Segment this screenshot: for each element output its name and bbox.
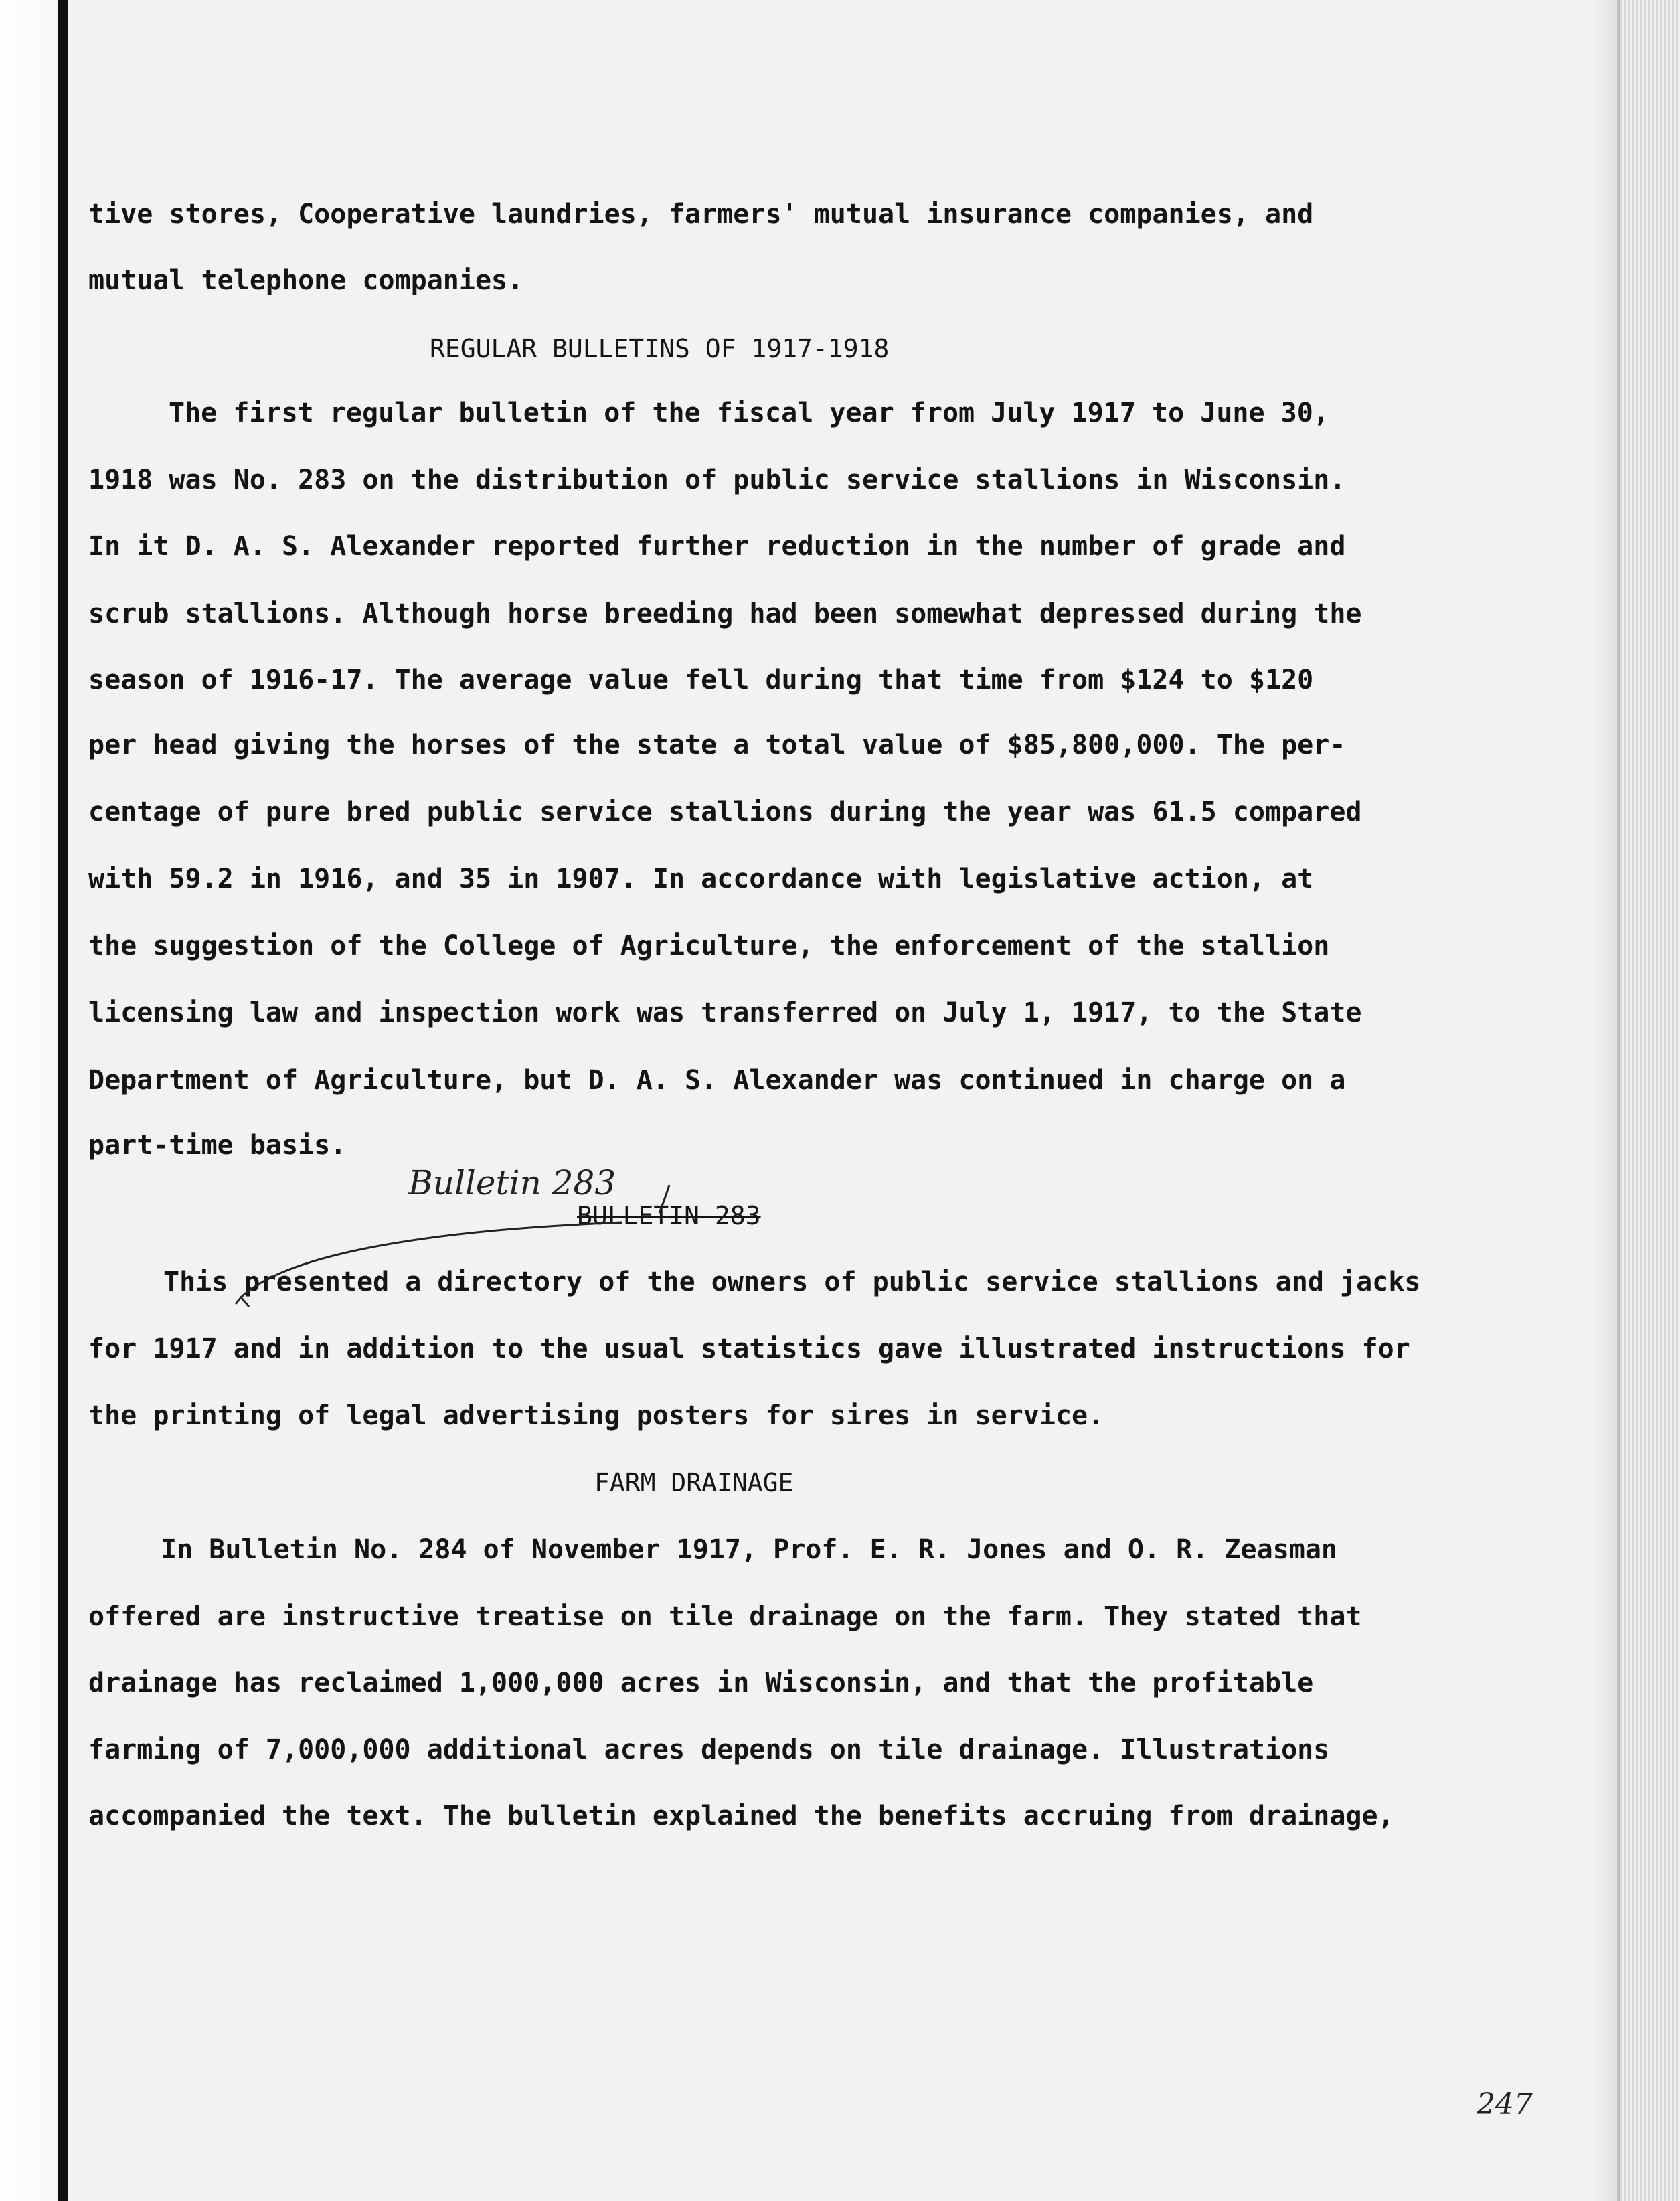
section-heading-regular-bulletins: REGULAR BULLETINS OF 1917-1918 [430, 334, 890, 363]
body-line-20: drainage has reclaimed 1,000,000 acres in Wisconsin, and that the profitable [88, 1667, 1314, 1698]
handwritten-annotation: Bulletin 283 [408, 1163, 616, 1202]
insertion-line [241, 1222, 622, 1297]
body-line-2: mutual telephone companies. [88, 265, 524, 296]
body-line-8: per head giving the horses of the state a total value of $85,800,000. The per- [88, 730, 1346, 760]
body-line-4: 1918 was No. 283 on the distribution of public service stallions in Wisconsin. [88, 465, 1346, 495]
body-line-3: The first regular bulletin of the fiscal year from July 1917 to June 30, [169, 398, 1329, 428]
body-line-10: with 59.2 in 1916, and 35 in 1907. In accordance with legislative action, at [88, 864, 1314, 894]
section-heading-bulletin-283: BULLETIN 283 [577, 1201, 761, 1230]
body-line-9: centage of pure bred public service stallions during the year was 61.5 compared [88, 797, 1362, 827]
section-heading-farm-drainage: FARM DRAINAGE [594, 1468, 794, 1497]
caret-mark [236, 1297, 249, 1307]
body-line-17: the printing of legal advertising posters for sires in service. [88, 1400, 1104, 1431]
body-line-19: offered are instructive treatise on tile drainage on the farm. They stated that [88, 1601, 1362, 1632]
body-line-1: tive stores, Cooperative laundries, farmers' mutual insurance companies, and [88, 199, 1314, 230]
page-number: 247 [1477, 2087, 1533, 2121]
body-line-16: for 1917 and in addition to the usual statistics gave illustrated instructions for [88, 1333, 1410, 1364]
body-line-13: Department of Agriculture, but D. A. S. Alexander was continued in charge on a [88, 1065, 1346, 1096]
body-line-6: scrub stallions. Although horse breeding had been somewhat depressed during the [88, 598, 1362, 629]
body-line-21: farming of 7,000,000 additional acres depends on tile drainage. Illustrations [88, 1734, 1330, 1765]
body-line-18: In Bulletin No. 284 of November 1917, Prof. E. R. Jones and O. R. Zeasman [161, 1534, 1337, 1565]
body-line-5: In it D. A. S. Alexander reported further reduction in the number of grade and [88, 531, 1346, 562]
body-line-14: part-time basis. [88, 1130, 347, 1161]
body-line-12: licensing law and inspection work was transferred on July 1, 1917, to the State [88, 997, 1362, 1028]
body-line-11: the suggestion of the College of Agriculture, the enforcement of the stallion [88, 930, 1330, 961]
body-line-22: accompanied the text. The bulletin explained the benefits accruing from drainage, [88, 1801, 1394, 1831]
handwritten-bracket [659, 1185, 669, 1213]
body-line-7: season of 1916-17. The average value fell during that time from $124 to $120 [88, 665, 1314, 696]
body-line-15: This presented a directory of the owners of public service stallions and jacks [163, 1267, 1421, 1297]
